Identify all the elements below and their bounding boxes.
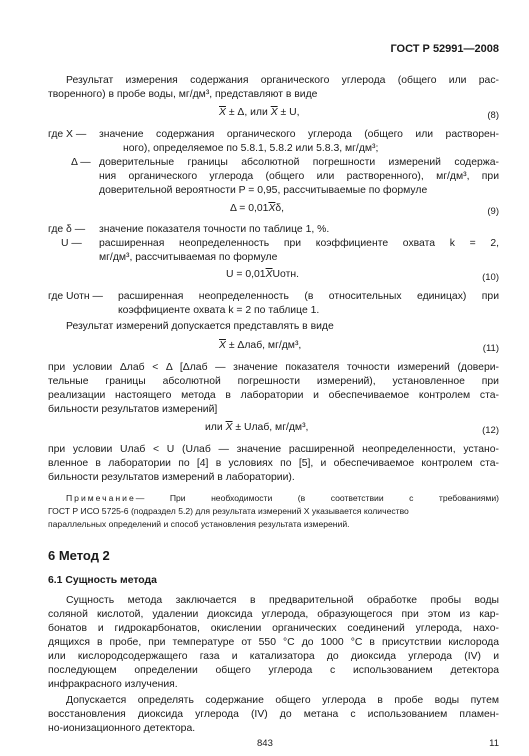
paragraph-line: бонатов и гидрокарбонатов, окислении органических соединений углерода, нахо-: [48, 623, 499, 634]
note-line: ГОСТ Р ИСО 5725-6 (подраздел 5.2) для результата измерений X указывается количество: [48, 506, 409, 516]
paragraph-line: Допускается определять содержание общего углерода в пробе воды путем: [66, 695, 499, 706]
paragraph-line: инфракрасного излучения.: [48, 679, 178, 690]
eq-text: ± U,: [277, 107, 300, 118]
document-code: ГОСТ Р 52991—2008: [390, 43, 499, 55]
paragraph-line: Результат измерений допускается представлять в виде: [66, 321, 334, 332]
equation-number: (9): [487, 206, 499, 217]
paragraph-line: бильности результатов измерений]: [48, 404, 218, 415]
eq-text: Uотн.: [272, 269, 299, 280]
paragraph-line: при условии Δлаб < Δ [Δлаб — значение показателя точности измерений (довери-: [48, 362, 499, 373]
note-line: параллельных определений и способ установления результата измерений.: [48, 519, 350, 529]
paragraph-line: бильности результатов измерений в лаборатории).: [48, 472, 295, 483]
note-text: — При необходимости (в соответствии с требованиями): [135, 493, 499, 503]
paragraph-line: последующем определении общего углерода с использованием детектора: [48, 665, 499, 676]
eq-symbol: $\overline{X}$: [270, 107, 278, 118]
equation-number: (10): [482, 272, 499, 283]
eq-text: δ,: [275, 203, 285, 214]
equation-10: [226, 269, 299, 280]
definition-line: ния органического углерода (общего или растворенного), мг/дм³, при: [99, 171, 499, 182]
definition-term: где X —: [48, 129, 87, 140]
eq-text: Δ = 0,01: [230, 203, 269, 214]
definition-term: где Uотн —: [48, 291, 103, 302]
note-line-1: [66, 492, 499, 505]
eq-text: ± Uлаб, мг/дм³,: [232, 422, 309, 433]
equation-number: (8): [487, 110, 499, 121]
definition-term: где δ —: [48, 224, 86, 235]
paragraph-line: реализации настоящего метода в лаборатории и обеспечиваемое контролем ста-: [48, 390, 499, 401]
eq-symbol: $\overline{X}$: [219, 340, 226, 351]
eq-symbol: $\overline{X}$: [225, 422, 233, 433]
definition-line: доверительные границы абсолютной погрешности измерений содержа-: [99, 157, 499, 168]
definition-delta: [71, 156, 499, 200]
definition-line: мг/дм³, рассчитываемая по формуле: [99, 252, 278, 263]
section-title: 6 Метод 2: [48, 548, 110, 563]
paragraph-line: тельные границы абсолютной погрешности измерений), установленное при: [48, 376, 499, 387]
equation-12: [205, 422, 308, 433]
eq-symbol: $\overline{X}$: [265, 269, 273, 280]
definition-line: коэффициенте охвата k = 2 по таблице 1.: [118, 305, 320, 316]
eq-text: ± Δ, или: [225, 107, 271, 118]
equation-number: (11): [482, 343, 499, 354]
subsection-title: 6.1 Сущность метода: [48, 575, 157, 586]
paragraph-line: вленное в лаборатории по [4] в условиях по [5], и обеспечиваемое контролем ста-: [48, 458, 499, 469]
equation-number: (12): [482, 425, 499, 436]
paragraph-line: Результат измерения содержания органического углерода (общего или рас-: [66, 75, 499, 86]
note-label: Примечание: [66, 493, 136, 503]
definition-term: U —: [61, 238, 82, 249]
paragraph-line: дящихся в пробе, при температуре от 550 °С до 1000 °С в присутствии кислорода: [48, 637, 499, 648]
eq-text: ± Δлаб, мг/дм³,: [225, 340, 302, 351]
paragraph-line: соляной кислотой, удалении диоксида углерода, образующегося при этом из кар-: [48, 609, 499, 620]
page-number: 11: [489, 738, 499, 749]
equation-8: [219, 107, 300, 118]
paragraph-line: Сущность метода заключается в предварительной обработке пробы воды: [66, 595, 499, 606]
paragraph-line: при условии Uлаб < U (Uлаб — значение расширенной неопределенности, устано-: [48, 444, 499, 455]
definition-line: ного), определяемое по 5.8.1, 5.8.2 или 5.8.3, мг/дм³;: [123, 143, 379, 154]
eq-symbol: $\overline{X}$: [219, 107, 226, 118]
definition-line: доверительной вероятности P = 0,95, рассчитываемые по формуле: [99, 185, 428, 196]
eq-symbol: $\overline{X}$: [268, 203, 276, 214]
paragraph-line: или кислородсодержащего газа и катализатора до диоксида углерода (IV) и: [48, 651, 499, 662]
definition-line: расширенная неопределенность (в относительных единицах) при: [118, 291, 499, 302]
definition-u: [61, 237, 499, 267]
paragraph-line: но-ионизационного детектора.: [48, 723, 196, 734]
definition-term: Δ —: [71, 157, 91, 168]
paragraph-line: творенного) в пробе воды, мг/дм³, представляют в виде: [48, 89, 318, 100]
footer-page-code: 843: [257, 738, 273, 749]
definition-x: [48, 128, 499, 158]
equation-9: [230, 203, 284, 214]
definition-uotn: [48, 290, 499, 320]
definition-line: значение показателя точности по таблице 1, %.: [99, 224, 330, 235]
definition-d: [48, 223, 499, 237]
equation-11: [219, 340, 301, 351]
eq-text: U = 0,01: [226, 269, 266, 280]
definition-line: расширенная неопределенность при коэффициенте охвата k = 2,: [99, 238, 499, 249]
eq-text: или: [205, 422, 226, 433]
paragraph-line: восстановления диоксида углерода (IV) до метана с использованием пламен-: [48, 709, 499, 720]
definition-line: значение содержания органического углерода (общего или растворен-: [99, 129, 499, 140]
